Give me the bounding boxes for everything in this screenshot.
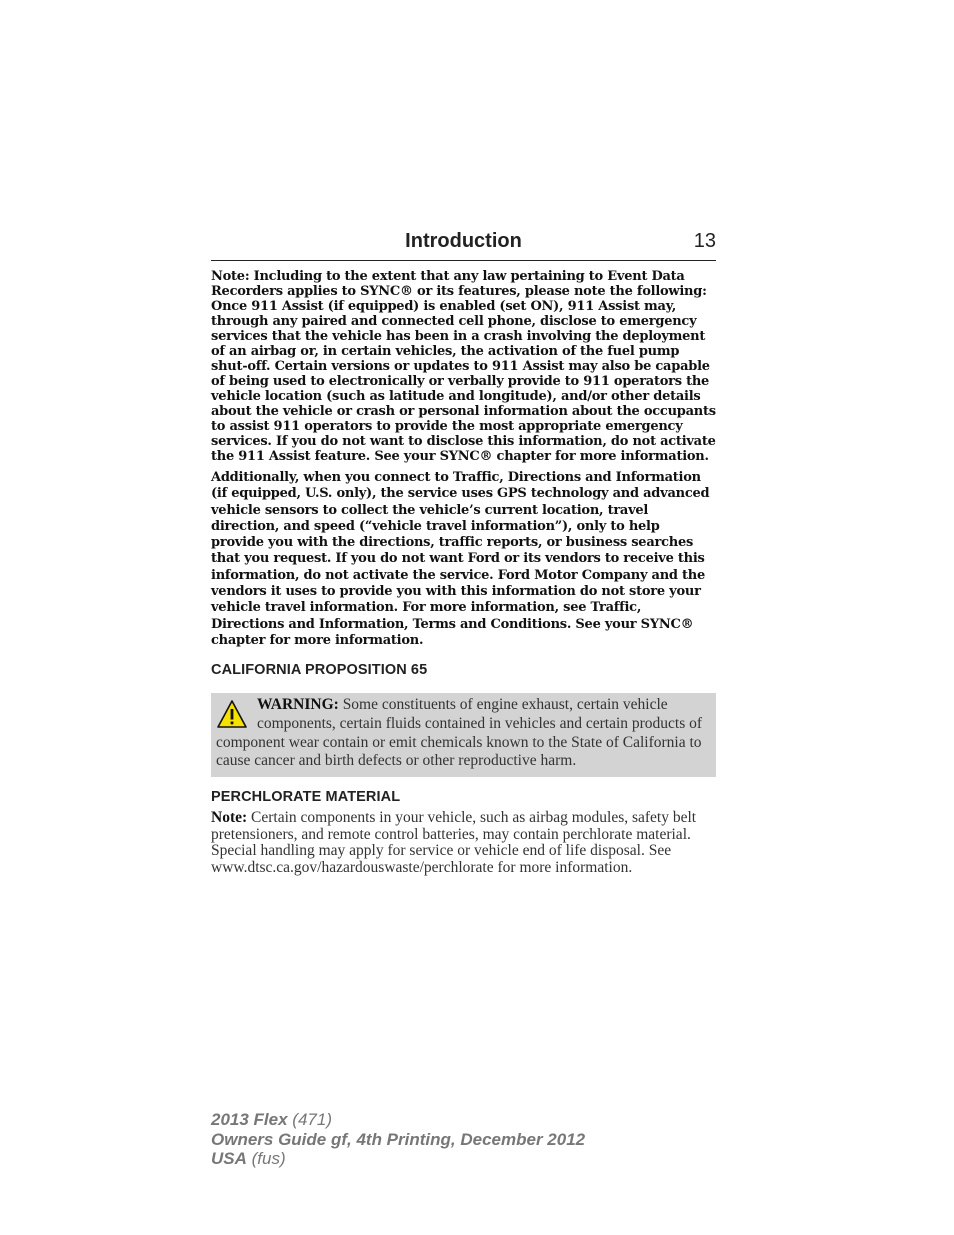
warning-text: Some constituents of engine exhaust, certain vehicle components, certain fluids contained in vehicles and certain products of component wear contain or emit chemicals known to the State of California to cause cancer and birth defects or other reproductive harm. [216,696,703,770]
california-heading: CALIFORNIA PROPOSITION 65 [211,662,428,679]
footer-line-market [211,1149,585,1169]
perchlorate-heading: PERCHLORATE MATERIAL [211,789,401,806]
page-footer [211,1110,585,1169]
footer-guide: Owners Guide gf, 4th Printing, December 2012 [211,1129,586,1149]
warning-box [211,693,716,777]
footer-market: USA [211,1149,247,1168]
page-number: 13 [693,230,716,252]
footer-line-model [211,1110,585,1130]
note-label: Note: [211,809,248,827]
footer-line-guide [211,1130,585,1150]
section-title: Introduction [405,230,522,252]
page-header [211,228,716,261]
traffic-paragraph: Additionally, when you connect to Traffic, Directions and Information (if equipped, U.S. only), the service uses GPS technology and advanced vehicle sensors to collect the vehicle’s current location, travel direction, and speed (“vehicle travel information”), only to help provide you with the directions, traffic reports, or business searches that you request. If you do not want Ford or its vendors to receive this information, do not activate the service. Ford Motor Company and the vendors it uses to provide you with this information do not store your vehicle travel information. For more information, see Traffic, Directions and Information, Terms and Conditions. See your SYNC® chapter for more information. [211,470,710,648]
page-content [211,269,716,876]
footer-model-code: (471) [292,1110,332,1129]
footer-market-code: (fus) [251,1149,286,1168]
warning-label: WARNING: [257,696,339,714]
perchlorate-note [211,810,716,876]
footer-model: 2013 Flex [211,1110,288,1129]
note-text: Certain components in your vehicle, such as airbag modules, safety belt pretensioners, and remote control batteries, may contain perchlorate material. Special handling may apply for service or vehicle end of life disposal. See www.dtsc.ca.gov/hazardouswaste/perchlorate for more information. [211,809,697,876]
warning-triangle-icon [216,699,248,729]
note-911-paragraph: Note: Including to the extent that any law pertaining to Event Data Recorders applies to SYNC® or its features, please note the following: Once 911 Assist (if equipped) is enabled (set ON), 911 Assist may, through any paired and connected cell phone, disclose to emergency services that the vehicle has been in a crash involving the deployment of an airbag or, in certain vehicles, the activation of the fuel pump shut-off. Certain versions or updates to 911 Assist may also be capable of being used to electronically or verbally provide to 911 operators the vehicle location (such as latitude and longitude), and/or other details about the vehicle or crash or personal information about the occupants to assist 911 operators to provide the most appropriate emergency services. If you do not want to disclose this information, do not activate the 911 Assist feature. See your SYNC® chapter for more information. [211,269,716,464]
